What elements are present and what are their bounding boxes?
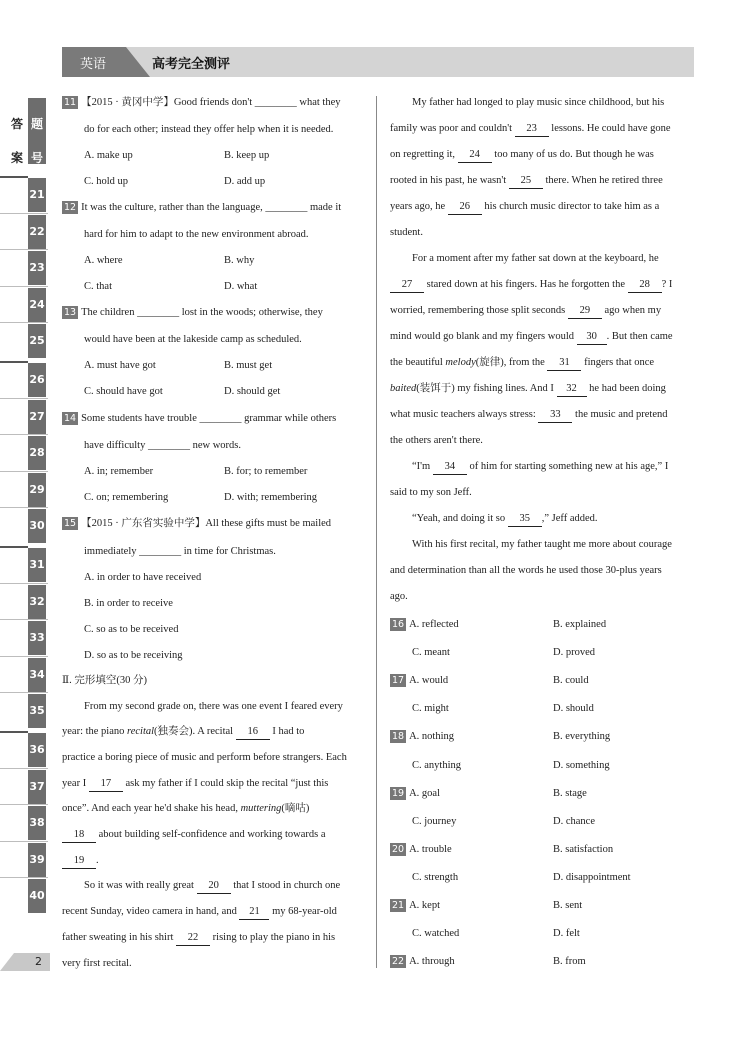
q12-option-b: B. why [224, 255, 255, 266]
blank-22[interactable]: 22 [176, 931, 210, 946]
option-17-b: B. could [553, 675, 589, 687]
answer-number-38: 38 [28, 806, 46, 840]
option-20-d: D. disappointment [553, 872, 631, 883]
option-17-a: 17 A. would [392, 675, 449, 687]
passage-line: With his first recital, my father taught me more about courage [412, 539, 672, 550]
answer-box-29[interactable] [2, 473, 26, 507]
blank-34[interactable]: 34 [433, 460, 467, 475]
question-15: 15 【2015 · 广东省实验中学】All these gifts must be mailed [64, 518, 332, 529]
passage-line: worried, remembering those split seconds 29 ago when my [390, 304, 661, 319]
answer-row-line [0, 471, 48, 472]
passage-line: “Yeah, and doing it so 35 ,” Jeff added. [412, 512, 598, 527]
passage-line: From my second grade on, there was one event I feared every [84, 701, 343, 712]
answer-number-29: 29 [28, 473, 46, 507]
answer-box-30[interactable] [2, 509, 26, 543]
question-12-cont: hard for him to adapt to the new environment abroad. [84, 229, 309, 240]
answer-row-line [0, 583, 48, 584]
passage-line: So it was with really great 20 that I stood in church one [84, 879, 340, 894]
q13-option-d: D. should get [224, 386, 281, 397]
answer-row-line [0, 507, 48, 508]
page-number: 2 [35, 955, 42, 968]
q11-option-c: C. hold up [84, 176, 129, 187]
question-13: 13 The children ________ lost in the woods; otherwise, they [64, 307, 323, 318]
blank-27[interactable]: 27 [390, 278, 424, 293]
passage-line: father sweating in his shirt 22 rising to play the piano in his [62, 931, 335, 946]
option-16-b: B. explained [553, 619, 607, 630]
q14-option-b: B. for; to remember [224, 466, 308, 477]
blank-18[interactable]: 18 [62, 828, 96, 843]
option-16-d: D. proved [553, 647, 595, 659]
sidebar-answer-label: 答 案 [8, 98, 26, 164]
answer-row-line [0, 656, 48, 657]
q13-option-a: A. must have got [84, 360, 156, 371]
blank-24[interactable]: 24 [458, 148, 492, 163]
option-19-a: 19 A. goal [392, 787, 441, 799]
blank-31[interactable]: 31 [547, 356, 581, 371]
blank-17[interactable]: 17 [89, 777, 123, 792]
answer-box-40[interactable] [2, 879, 26, 913]
passage-line: For a moment after my father sat down at the keyboard, he [412, 253, 659, 264]
answer-row-line [0, 286, 48, 287]
blank-25[interactable]: 25 [509, 174, 543, 189]
answer-box-39[interactable] [2, 843, 26, 877]
option-21-d: D. felt [553, 928, 580, 940]
option-20-b: B. satisfaction [553, 843, 614, 855]
q13-option-b: B. must get [224, 360, 273, 371]
blank-23[interactable]: 23 [515, 122, 549, 137]
answer-row-line [0, 398, 48, 399]
answer-box-31[interactable] [2, 548, 26, 582]
answer-box-26[interactable] [2, 363, 26, 397]
q11-option-a: A. make up [84, 150, 133, 161]
blank-16[interactable]: 16 [236, 725, 270, 740]
option-19-c: C. journey [412, 815, 457, 827]
option-20-a: 20 A. trouble [392, 843, 452, 855]
answer-box-24[interactable] [2, 288, 26, 322]
answer-number-33: 33 [28, 621, 46, 655]
question-15-cont: immediately ________ in time for Christmas. [84, 546, 276, 557]
q15-option-b: B. in order to receive [84, 598, 173, 609]
answer-number-34: 34 [28, 658, 46, 692]
answer-row-line [0, 692, 48, 693]
option-20-c: C. strength [412, 872, 459, 883]
passage-line: ago. [390, 591, 408, 602]
blank-32[interactable]: 32 [557, 382, 587, 397]
answer-number-40: 40 [28, 879, 46, 913]
question-11-cont: do for each other; instead they offer help when it is needed. [84, 124, 334, 135]
answer-row-line [0, 768, 48, 769]
answer-box-36[interactable] [2, 733, 26, 767]
q14-option-a: A. in; remember [84, 466, 154, 477]
answer-box-23[interactable] [2, 251, 26, 285]
answer-row-line [0, 434, 48, 435]
passage-line: the others aren't there. [390, 435, 483, 446]
answer-number-28: 28 [28, 436, 46, 470]
answer-box-32[interactable] [2, 585, 26, 619]
q15-option-c: C. so as to be received [84, 624, 179, 635]
answer-row-line [0, 213, 48, 214]
blank-19[interactable]: 19 [62, 854, 96, 869]
blank-20[interactable]: 20 [197, 879, 231, 894]
option-18-d: D. something [553, 759, 610, 771]
answer-number-26: 26 [28, 363, 46, 397]
option-16-c: C. meant [412, 647, 450, 659]
passage-line: 19 . [62, 854, 99, 869]
option-19-b: B. stage [553, 787, 587, 799]
answer-number-23: 23 [28, 251, 46, 285]
q15-option-a: A. in order to have received [84, 572, 202, 583]
answer-box-34[interactable] [2, 658, 26, 692]
passage-line: years ago, he 26 his church music director to take him as a [390, 200, 659, 215]
q13-option-c: C. should have got [84, 386, 163, 397]
answer-row-line [0, 841, 48, 842]
passage-line: what music teachers always stress: 33 the music and pretend [390, 408, 667, 423]
q14-option-d: D. with; remembering [224, 492, 318, 503]
answer-box-25[interactable] [2, 324, 26, 358]
answer-row-line [0, 249, 48, 250]
passage-line: “I'm 34 of him for starting something new at his age,” I [412, 460, 668, 475]
answer-number-25: 25 [28, 324, 46, 358]
option-18-b: B. everything [553, 731, 611, 743]
section-title: Ⅱ. 完形填空(30 分) [62, 675, 148, 686]
answer-number-32: 32 [28, 585, 46, 619]
answer-number-24: 24 [28, 288, 46, 322]
passage-line: mind would go blank and my fingers would 30 . But then came [390, 330, 673, 345]
option-16-a: 16 A. reflected [392, 619, 459, 630]
answer-number-36: 36 [28, 733, 46, 767]
answer-row-line [0, 804, 48, 805]
answer-box-28[interactable] [2, 436, 26, 470]
passage-line: rooted in his past, he wasn't 25 there. When he retired three [390, 174, 663, 189]
passage-line: My father had longed to play music since childhood, but his [412, 97, 665, 108]
answer-number-21: 21 [28, 178, 46, 212]
q12-option-c: C. that [84, 281, 112, 292]
answer-number-27: 27 [28, 400, 46, 434]
option-18-a: 18 A. nothing [392, 731, 455, 743]
q12-option-d: D. what [224, 281, 258, 292]
q15-option-d: D. so as to be receiving [84, 650, 183, 661]
sidebar-question-label: 题 号 [28, 98, 46, 164]
q14-option-c: C. on; remembering [84, 492, 169, 503]
option-19-d: D. chance [553, 815, 595, 827]
blank-30[interactable]: 30 [577, 330, 607, 345]
blank-35[interactable]: 35 [508, 512, 542, 527]
header-title: 高考完全测评 [152, 57, 231, 72]
passage-line: 18 about building self-confidence and working towards a [62, 828, 325, 843]
passage-line: said to my son Jeff. [390, 487, 472, 498]
q11-option-d: D. add up [224, 176, 266, 187]
option-21-b: B. sent [553, 900, 583, 911]
passage-line: on regretting it, 24 too many of us do. But though he was [390, 148, 654, 163]
option-17-c: C. might [412, 703, 449, 715]
option-18-c: C. anything [412, 759, 461, 771]
passage-line: and determination than all the words he used those 30-plus years [390, 565, 662, 576]
blank-26[interactable]: 26 [448, 200, 482, 215]
option-22-a: 22 A. through [392, 956, 455, 968]
passage-line: recent Sunday, video camera in hand, and 21 my 68-year-old [62, 905, 337, 920]
answer-box-35[interactable] [2, 694, 26, 728]
passage-line: the beautiful melody(旋律), from the 31 fingers that once [390, 356, 654, 371]
answer-row-line [0, 877, 48, 878]
option-22-b: B. from [553, 956, 586, 968]
passage-line: student. [390, 227, 423, 238]
page-badge [0, 953, 50, 971]
question-13-cont: would have been at the lakeside camp as scheduled. [84, 334, 302, 345]
passage-line: year: the piano recital(独奏会). A recital 16 I had to [62, 725, 304, 740]
passage-line: family was poor and couldn't 23 lessons. He could have gone [390, 122, 671, 137]
answer-box-33[interactable] [2, 621, 26, 655]
answer-number-31: 31 [28, 548, 46, 582]
column-divider [376, 96, 377, 968]
answer-row-line [0, 619, 48, 620]
answer-box-21[interactable] [2, 178, 26, 212]
answer-number-30: 30 [28, 509, 46, 543]
question-12: 12 It was the culture, rather than the language, ________ made it [64, 202, 342, 213]
option-21-a: 21 A. kept [392, 900, 441, 911]
answer-number-37: 37 [28, 770, 46, 804]
q11-option-b: B. keep up [224, 150, 270, 161]
answer-number-22: 22 [28, 215, 46, 249]
question-14: 14 Some students have trouble ________ grammar while others [64, 413, 337, 424]
passage-line: very first recital. [62, 958, 132, 969]
blank-33[interactable]: 33 [538, 408, 572, 423]
q12-option-a: A. where [84, 255, 123, 266]
header-subject: 英语 [80, 57, 107, 72]
answer-box-27[interactable] [2, 400, 26, 434]
answer-box-37[interactable] [2, 770, 26, 804]
answer-row-line [0, 322, 48, 323]
passage-line: year I 17 ask my father if I could skip the recital “just this [62, 777, 328, 792]
question-11: 11 【2015 · 黄冈中学】Good friends don't ________ what they [64, 97, 341, 108]
blank-28[interactable]: 28 [628, 278, 662, 293]
option-17-d: D. should [553, 703, 594, 715]
answer-box-22[interactable] [2, 215, 26, 249]
answer-number-35: 35 [28, 694, 46, 728]
passage-line: baited(装饵于) my fishing lines. And I 32 he had been doing [390, 382, 666, 397]
question-14-cont: have difficulty ________ new words. [84, 440, 241, 451]
blank-29[interactable]: 29 [568, 304, 602, 319]
option-21-c: C. watched [412, 928, 460, 940]
passage-line: 27 stared down at his fingers. Has he forgotten the 28 ? I [390, 278, 672, 293]
answer-number-39: 39 [28, 843, 46, 877]
answer-box-38[interactable] [2, 806, 26, 840]
passage-line: once”. And each year he'd shake his head, muttering(嘀咕) [62, 803, 310, 814]
passage-line: practice a boring piece of music and perform before strangers. Each [62, 752, 347, 763]
blank-21[interactable]: 21 [239, 905, 269, 920]
